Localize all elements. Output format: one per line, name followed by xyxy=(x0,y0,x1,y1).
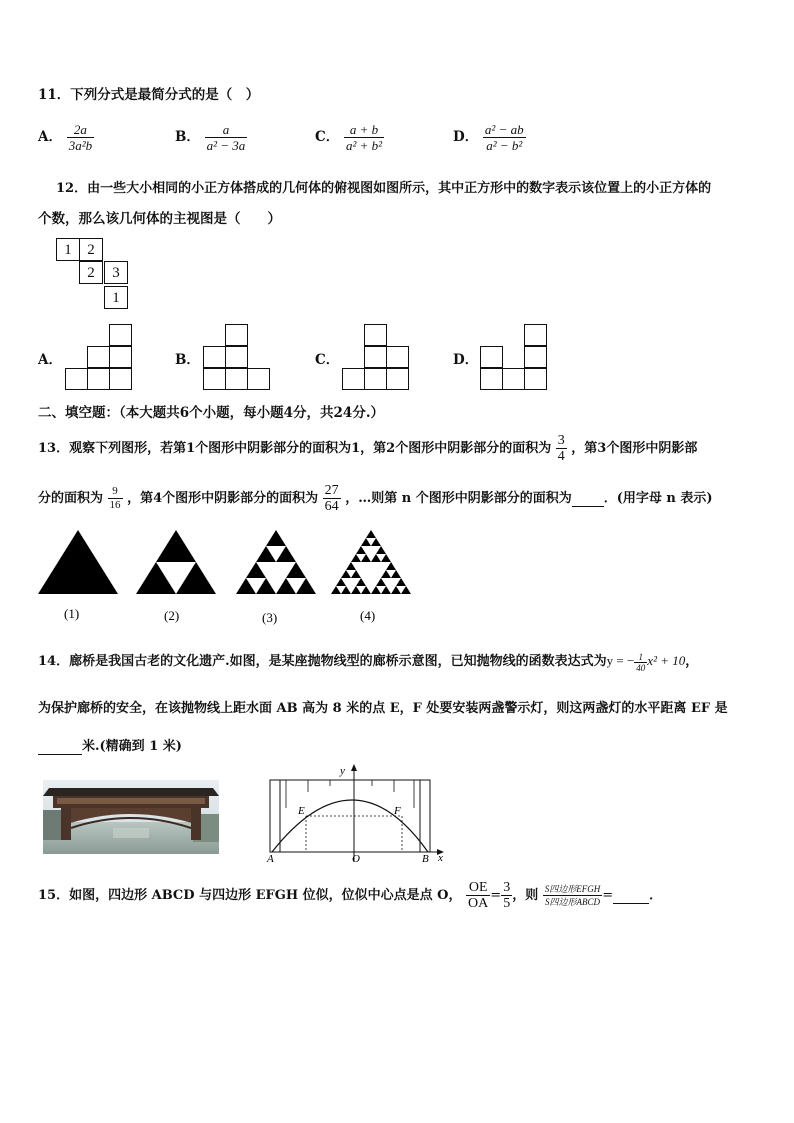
denominator: 4 xyxy=(557,449,565,464)
answer-blank[interactable] xyxy=(38,739,82,755)
label-x: x xyxy=(438,852,443,864)
denominator: a² − 3a xyxy=(206,138,246,153)
denominator: OA xyxy=(468,896,489,911)
caption-4: (4) xyxy=(360,608,376,623)
q14-line2: 为保护廊桥的安全，在该抛物线上距水面 AB 高为 8 米的点 E，F 处要安装两盏警示灯，则这两盏灯的水平距离 EF 是 xyxy=(38,701,728,716)
numerator: a² − ab xyxy=(484,122,524,137)
q13-line1 xyxy=(38,433,697,464)
q12-option-b-label: B． xyxy=(175,352,200,368)
q13-text: ，第4个图形中阴影部分的面积为 xyxy=(127,491,319,506)
formula xyxy=(606,651,686,673)
numerator: 3 xyxy=(503,880,511,895)
answer-blank[interactable] xyxy=(613,888,649,904)
label-a: A xyxy=(267,853,274,864)
q11-option-d xyxy=(453,122,526,153)
denominator: a² − b² xyxy=(483,137,526,153)
q14-text: ， xyxy=(685,654,699,669)
q13-text: 分的面积为 xyxy=(38,491,104,506)
q12-option-c-label: C． xyxy=(315,352,340,368)
denominator: 64 xyxy=(324,499,339,514)
numerator: 27 xyxy=(324,483,339,498)
label-e: E xyxy=(298,805,305,817)
option-label: D． xyxy=(453,129,479,145)
label-o: O xyxy=(352,853,360,864)
label-f: F xyxy=(394,805,401,817)
q13-line2 xyxy=(38,483,713,514)
numerator: 1 xyxy=(638,651,644,662)
q14-text: 14．廊桥是我国古老的文化遗产.如图，是某座抛物线型的廊桥示意图，已知抛物线的函数表达式为 xyxy=(38,654,607,669)
q15-line xyxy=(38,880,662,911)
q13-text: ．(用字母 n 表示) xyxy=(603,491,713,506)
numerator: S四边形EFGH xyxy=(544,884,601,894)
option-label: A． xyxy=(38,129,62,145)
formula-lhs: y = − xyxy=(606,653,635,668)
q12-line2: 个数，那么该几何体的主视图是（ ） xyxy=(38,211,281,227)
denominator: 3a²b xyxy=(68,138,93,153)
q13-text: 13．观察下列图形，若第1个图形中阴影部分的面积为1，第2个图形中阴影部分的面积为 xyxy=(38,441,552,456)
numerator: 2a xyxy=(73,122,87,137)
q15-end: ． xyxy=(649,888,663,903)
numerator: 9 xyxy=(112,485,118,497)
q14-text: 米.(精确到 1 米) xyxy=(82,739,182,754)
denominator: 16 xyxy=(109,499,121,511)
equals-sign: = xyxy=(490,888,502,903)
option-label: C． xyxy=(315,129,340,145)
bridge-diagram xyxy=(262,762,452,864)
numerator: OE xyxy=(468,880,488,895)
q11-option-b xyxy=(175,122,247,153)
q13-text: ，第3个图形中阴影部 xyxy=(571,441,698,456)
grid-cell: 1 xyxy=(104,286,128,309)
denominator: a² + b² xyxy=(345,138,383,153)
q12-option-d-label: D． xyxy=(453,352,479,368)
grid-cell: 1 xyxy=(56,238,80,261)
q14-line3 xyxy=(38,735,182,755)
q12-line1: 12．由一些大小相同的小正方体搭成的几何体的俯视图如图所示，其中正方形中的数字表示该位置上的小正方体的 xyxy=(56,181,712,196)
q15-text: ，则 xyxy=(512,888,539,903)
q11-stem: 11．下列分式是最简分式的是（ ） xyxy=(38,87,260,103)
q15-text: 15．如图，四边形 ABCD 与四边形 EFGH 位似，位似中心点是点 O， xyxy=(38,888,462,903)
formula-rhs: x² + 10 xyxy=(647,653,686,668)
denominator: 40 xyxy=(636,662,646,673)
equals-sign: = xyxy=(602,888,614,903)
denominator: 5 xyxy=(503,896,511,911)
answer-blank[interactable] xyxy=(572,491,604,507)
numerator: a xyxy=(222,122,230,137)
label-b: B xyxy=(422,853,429,864)
option-label: B． xyxy=(175,129,200,145)
q11-option-c xyxy=(315,122,384,153)
label-y: y xyxy=(340,765,345,777)
section-heading: 二、填空题：（本大题共6个小题，每小题4分，共24分.） xyxy=(38,405,385,421)
denominator: S四边形ABCD xyxy=(543,895,603,908)
numerator: 3 xyxy=(557,433,565,448)
grid-cell: 2 xyxy=(79,238,103,261)
caption-2: (2) xyxy=(164,608,180,623)
q14-line1 xyxy=(38,650,698,673)
bridge-photo xyxy=(43,780,219,854)
sierpinski-figures xyxy=(38,526,424,626)
q11-option-a xyxy=(38,122,94,153)
q12-option-a-label: A． xyxy=(38,352,62,368)
caption-3: (3) xyxy=(262,610,278,625)
caption-1: (1) xyxy=(64,606,80,621)
grid-cell: 2 xyxy=(79,261,103,284)
q13-text: ，…则第 n 个图形中阴影部分的面积为 xyxy=(345,491,572,506)
numerator: a + b xyxy=(349,122,379,137)
grid-cell: 3 xyxy=(104,261,128,284)
